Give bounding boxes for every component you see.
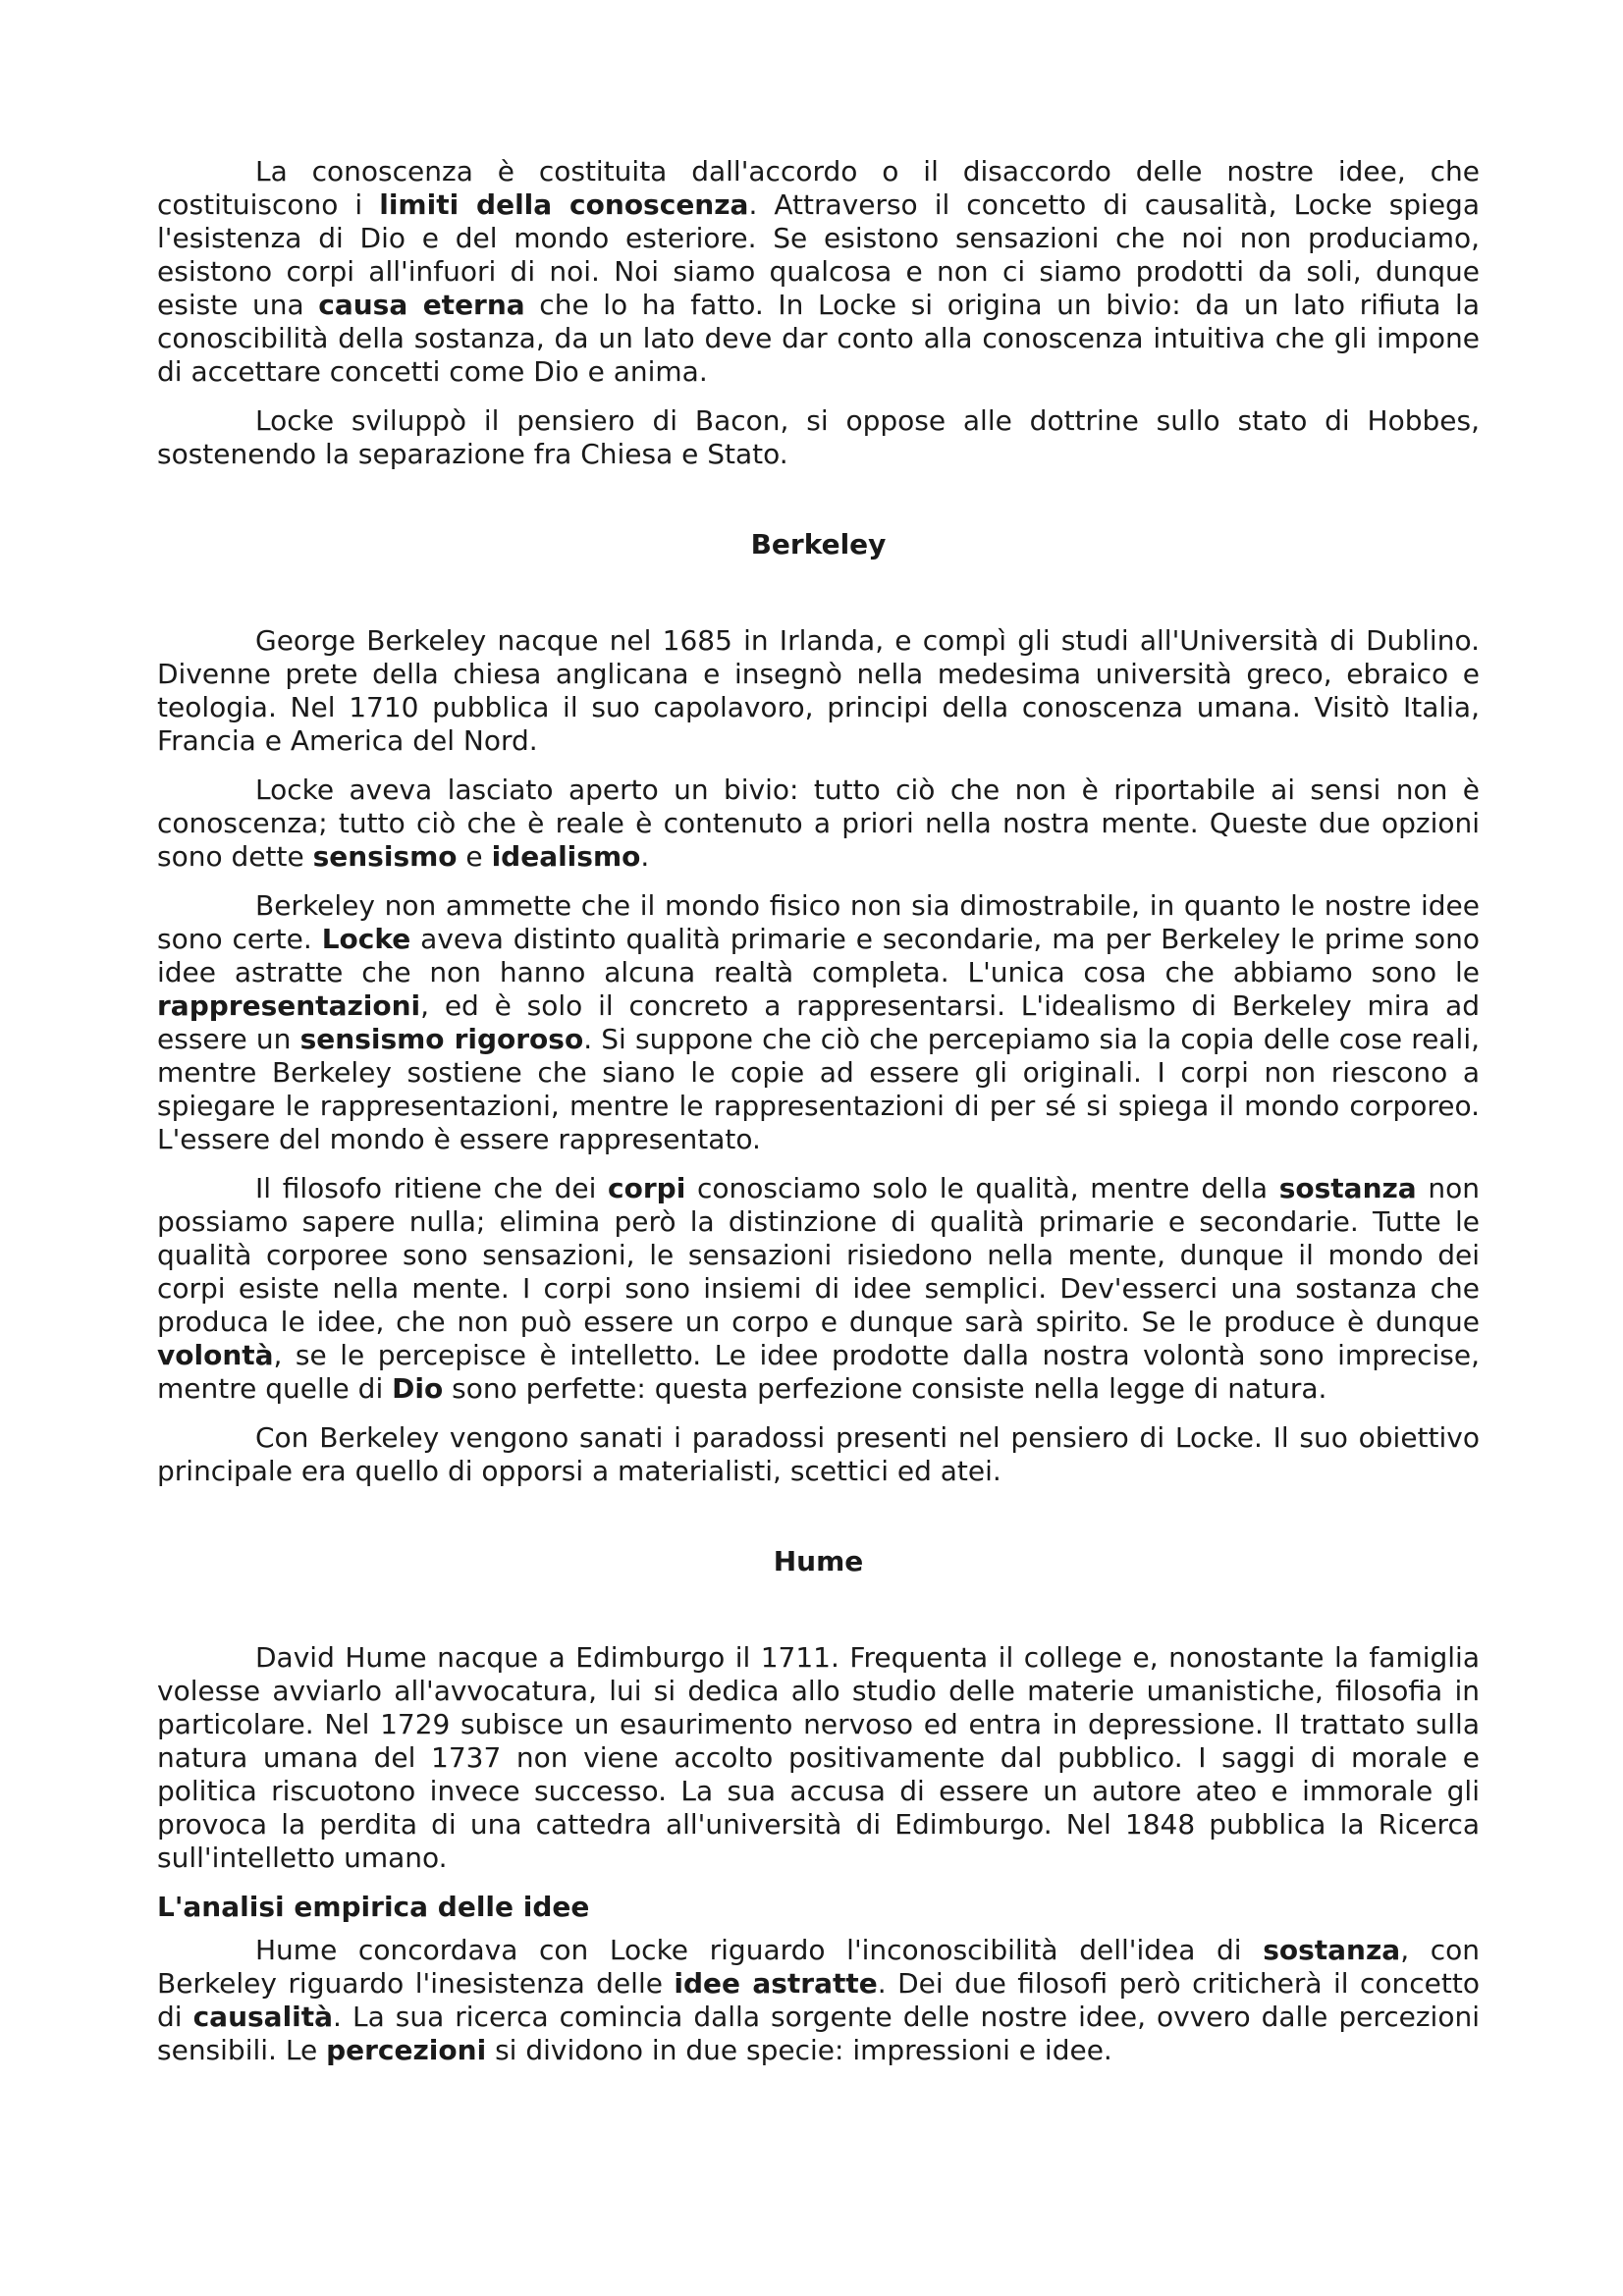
paragraph-berkeley-corpi: Il filosofo ritiene che dei corpi conosciamo solo le qualità, mentre della sostanza non possiamo sapere nulla; elimina però la distinzione di qualità primarie e secondarie. Tutte le qualità corporee sono sensazioni, le sensazioni risiedono nella mente, dunque il mondo dei corpi esiste nella mente. I corpi sono insiemi di idee semplici. Dev'esserci una sostanza che produca le idee, che non può essere un corpo e dunque sarà spirito. Se le produce è dunque volontà, se le percepisce è intelletto. Le idee prodotte dalla nostra volontà sono imprecise, mentre quelle di Dio sono perfette: questa perfezione consiste nella legge di natura. [157,1172,1480,1405]
paragraph-berkeley-bivio: Locke aveva lasciato aperto un bivio: tutto ciò che non è riportabile ai sensi non è conoscenza; tutto ciò che è reale è contenuto a priori nella nostra mente. Queste due opzioni sono dette sensismo e idealismo. [157,774,1480,873]
paragraph-hume-analisi: Hume concordava con Locke riguardo l'inconoscibilità dell'idea di sostanza, con Berkeley riguardo l'inesistenza delle idee astratte. Dei due filosofi però criticherà il concetto di causalità. La sua ricerca comincia dalla sorgente delle nostre idee, ovvero dalle percezioni sensibili. Le percezioni si dividono in due specie: impressioni e idee. [157,1934,1480,2066]
paragraph-locke-conoscenza: La conoscenza è costituita dall'accordo o il disaccordo delle nostre idee, che costituiscono i limiti della conoscenza. Attraverso il concetto di causalità, Locke spiega l'esistenza di Dio e del mondo esteriore. Se esistono sensazioni che noi non produciamo, esistono corpi all'infuori di noi. Noi siamo qualcosa e non ci siamo prodotti da soli, dunque esiste una causa eterna che lo ha fatto. In Locke si origina un bivio: da un lato rifiuta la conoscibilità della sostanza, da un lato deve dar conto alla conoscenza intuitiva che gli impone di accettare concetti come Dio e anima. [157,155,1480,388]
paragraph-locke-bacon: Locke sviluppò il pensiero di Bacon, si oppose alle dottrine sullo stato di Hobbes, sostenendo la separazione fra Chiesa e Stato. [157,404,1480,470]
heading-berkeley: Berkeley [750,528,887,561]
paragraph-hume-bio: David Hume nacque a Edimburgo il 1711. Frequenta il college e, nonostante la famiglia volesse avviarlo all'avvocatura, lui si dedica allo studio delle materie umanistiche, filosofia in particolare. Nel 1729 subisce un esaurimento nervoso ed entra in depressione. Il trattato sulla natura umana del 1737 non viene accolto positivamente dal pubblico. I saggi di morale e politica riscuotono invece successo. La sua accusa di essere un autore ateo e immorale gli provoca la perdita di una cattedra all'università di Edimburgo. Nel 1848 pubblica la Ricerca sull'intelletto umano. [157,1641,1480,1874]
paragraph-berkeley-paradossi: Con Berkeley vengono sanati i paradossi presenti nel pensiero di Locke. Il suo obiettivo principale era quello di opporsi a materialisti, scettici ed atei. [157,1421,1480,1487]
heading-hume: Hume [773,1545,864,1577]
paragraph-berkeley-rappresentazioni: Berkeley non ammette che il mondo fisico non sia dimostrabile, in quanto le nostre idee sono certe. Locke aveva distinto qualità primarie e secondarie, ma per Berkeley le prime sono idee astratte che non hanno alcuna realtà completa. L'unica cosa che abbiamo sono le rappresentazioni, ed è solo il concreto a rappresentarsi. L'idealismo di Berkeley mira ad essere un sensismo rigoroso. Si suppone che ciò che percepiamo sia la copia delle cose reali, mentre Berkeley sostiene che siano le copie ad essere gli originali. I corpi non riescono a spiegare le rappresentazioni, mentre le rappresentazioni di per sé si spiega il mondo corporeo. L'essere del mondo è essere rappresentato. [157,889,1481,1155]
heading-analisi-empirica: L'analisi empirica delle idee [157,1891,590,1923]
paragraph-berkeley-bio: George Berkeley nacque nel 1685 in Irlanda, e compì gli studi all'Università di Dublino. Divenne prete della chiesa anglicana e insegnò nella medesima università greco, ebraico e teologia. Nel 1710 pubblica il suo capolavoro, principi della conoscenza umana. Visitò Italia, Francia e America del Nord. [157,624,1480,757]
